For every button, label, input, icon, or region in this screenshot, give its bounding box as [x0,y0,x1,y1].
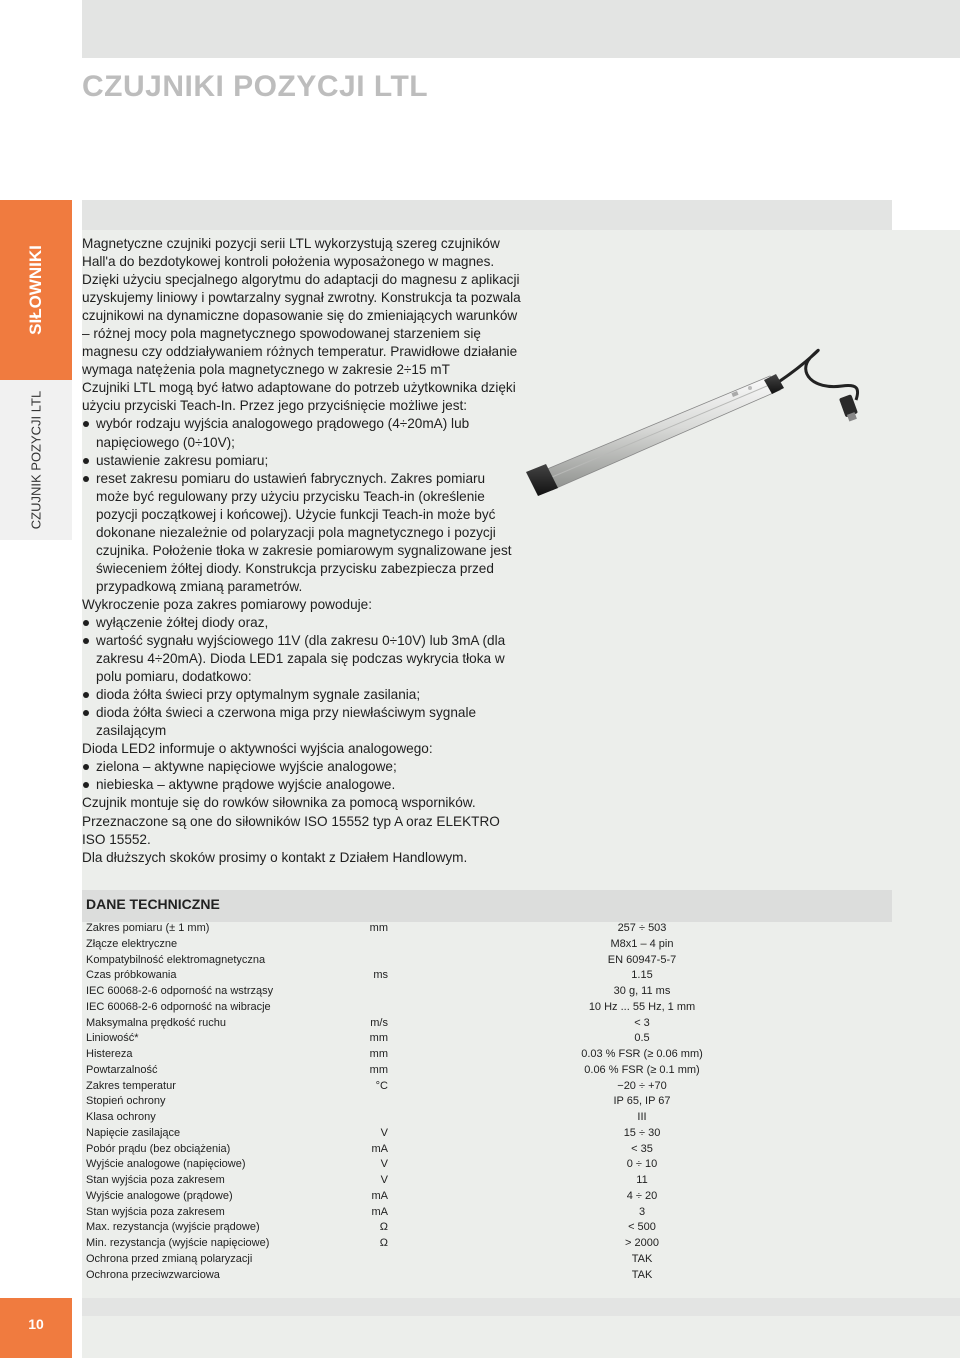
value-cell: TAK [631,1252,653,1265]
param-cell: Napięcie zasilające [86,1126,181,1139]
bullet-item: reset zakresu pomiaru do ustawień fabrycznych. Zakres pomiaru może być regulowany przy użyciu przycisku Teach-in (określenie pozycji początkowej i końcowej). Użycie funkcji Teach-in może być dokonane niezależnie od polaryzacji pola magnetycznego i pozycji czujnika. Położenie tłoka w zakresie pomiarowym sygnalizowane jest świeceniem żółtej diody. Konstrukcja przycisku zabezpiecza przed przypadkową zmianą parametrów. [82,470,522,596]
param-cell: Liniowość* [86,1032,139,1045]
bullet-item: niebieska – aktywne prądowe wyjście analogowe. [82,776,522,794]
param-cell: IEC 60068-2-6 odporność na wstrząsy [86,985,274,997]
bullet-item: ustawienie zakresu pomiaru; [82,452,522,470]
table-row [82,1173,892,1189]
sensor-rail [540,376,780,490]
param-cell: Klasa ochrony [86,1111,156,1123]
table-row [82,1000,892,1016]
value-cell: 10 Hz ... 55 Hz, 1 mm [588,1000,696,1013]
param-cell: Stopień ochrony [86,1095,166,1108]
value-cell: 30 g, 11 ms [613,985,671,997]
bullet-item: wybór rodzaju wyjścia analogowego prądowego (4÷20mA) lub napięciowego (0÷10V); [82,415,522,451]
sensor-rail-edge [545,383,774,480]
section-tab [0,380,72,540]
bullet-item: zielona – aktywne napięciowe wyjście analogowe; [82,758,522,776]
description-text [82,235,522,867]
bullet-item: wyłączenie żółtej diody oraz, [82,614,522,632]
paragraph: Czujniki LTL mogą być łatwo adaptowane do potrzeb użytkownika dzięki użyciu przyciski Teach-In. Przez jego przyciśnięcie możliwe jest: [82,380,516,414]
unit-cell: ms [373,969,388,982]
value-cell: 3 [638,1205,646,1218]
value-cell: TAK [631,1268,653,1281]
bullet-item: dioda żółta świeci przy optymalnym sygnale zasilania; [82,686,522,704]
table-row [82,1126,892,1142]
page-number: 10 [28,1316,44,1332]
value-cell: EN 60947-5-7 [607,953,677,966]
table-row [82,1236,892,1252]
table-row [82,1157,892,1173]
unit-cell: mA [371,1189,388,1202]
value-cell: 0.5 [634,1032,650,1045]
unit-cell: mm [369,922,388,934]
section-tab-label: CZUJNIK POZYCJI LTL [28,390,44,530]
category-tab [0,200,72,380]
header-band [82,0,960,58]
paragraph: Wykroczenie poza zakres pomiarowy powoduje: [82,596,373,612]
unit-cell: Ω [379,1237,388,1249]
unit-cell: mm [369,1032,388,1045]
param-cell: Ochrona przed zmianą polaryzacji [86,1252,253,1265]
value-cell: −20 ÷ +70 [617,1079,667,1092]
param-cell: IEC 60068-2-6 odporność na wibracje [86,1000,271,1013]
param-cell: Powtarzalność [86,1063,158,1076]
tech-data-title: DANE TECHNICZNE [86,896,220,912]
table-row [82,1110,892,1126]
unit-cell: Ω [379,1221,388,1234]
value-cell: 4 ÷ 20 [626,1189,658,1202]
value-cell: < 500 [628,1221,656,1234]
param-cell: Czas próbkowania [86,969,177,982]
param-cell: Stan wyjścia poza zakresem [86,1205,225,1218]
value-cell: 0.03 % FSR (≥ 0.06 mm) [581,1048,703,1060]
paragraph: Dla dłuższych skoków prosimy o kontakt z Działem Handlowym. [82,849,468,865]
table-row [82,1079,892,1095]
page-number-box [0,1298,72,1358]
sensor-product-image [512,340,880,510]
value-cell: IP 65, IP 67 [613,1095,671,1108]
unit-cell: mm [369,1063,388,1076]
param-cell: Zakres temperatur [86,1079,176,1092]
param-cell: Ochrona przeciwzwarciowa [86,1268,220,1281]
table-row [82,1016,892,1032]
paragraph: Dioda LED2 informuje o aktywności wyjścia analogowego: [82,741,433,757]
table-row [82,1063,892,1079]
value-cell: 15 ÷ 30 [623,1126,661,1139]
param-cell: Kompatybilność elektromagnetyczna [86,953,266,966]
table-row [82,1268,892,1284]
unit-cell: V [380,1174,388,1186]
content-header-band [82,200,892,230]
unit-cell: V [380,1126,388,1139]
param-cell: Zakres pomiaru (± 1 mm) [86,922,210,934]
value-cell: < 3 [634,1016,650,1029]
unit-cell: V [380,1158,388,1171]
value-cell: < 35 [631,1142,653,1155]
table-row [82,937,892,953]
value-cell: 0 ÷ 10 [626,1158,658,1171]
table-row [82,1047,892,1063]
category-tab-label: SIŁOWNIKI [26,245,45,335]
table-row [82,1220,892,1236]
param-cell: Pobór prądu (bez obciążenia) [86,1142,231,1155]
table-row [82,1189,892,1205]
paragraph: Magnetyczne czujniki pozycji serii LTL wykorzystują szereg czujników Hall'a do bezdotykowej kontroli położenia wyposażonego w magnes. Dzięki użyciu specjalnego algorytmu do adaptacji do magnesu z aplikacji uzyskujemy liniowy i powtarzalny sygnał zwrotny. Konstrukcja ta pozwala czujnikowi na dynamiczne dopasowanie się do zmieniających warunków – różnej mocy pola magnetycznego spowodowanej starzeniem się magnesu czy oddziaływaniem różnych temperatur. Prawidłowe działanie wymaga natężenia pola magnetycznego w zakresie 2÷15 mT [82,236,521,378]
bullet-item: dioda żółta świeci a czerwona miga przy niewłaściwym sygnale zasilającym [82,704,522,740]
table-row [82,1031,892,1047]
param-cell: Min. rezystancja (wyjście napięciowe) [86,1237,270,1249]
value-cell: 0.06 % FSR (≥ 0.1 mm) [584,1063,700,1076]
table-row [82,921,892,937]
side-strip [0,540,72,1298]
value-cell: 257 ÷ 503 [617,922,667,934]
value-cell: > 2000 [625,1237,659,1249]
value-cell: 1.15 [631,969,653,982]
value-cell: III [637,1111,647,1123]
page-title: CZUJNIKI POZYCJI LTL [82,70,429,103]
paragraph: Czujnik montuje się do rowków siłownika za pomocą wsporników. Przeznaczone są one do siłowników ISO 15552 typ A oraz ELEKTRO ISO 15552. [82,795,500,847]
table-row [82,984,892,1000]
param-cell: Maksymalna prędkość ruchu [86,1016,227,1029]
unit-cell: mA [371,1205,388,1218]
table-row [82,1205,892,1221]
table-row [82,968,892,984]
param-cell: Stan wyjścia poza zakresem [86,1174,225,1186]
param-cell: Wyjście analogowe (prądowe) [86,1189,233,1202]
table-row [82,1094,892,1110]
value-cell: M8x1 – 4 pin [610,937,674,950]
table-row [82,1142,892,1158]
value-cell: 11 [636,1174,648,1186]
unit-cell: °C [375,1079,388,1092]
param-cell: Histereza [86,1048,133,1060]
param-cell: Max. rezystancja (wyjście prądowe) [86,1221,260,1234]
sensor-cable [774,350,858,400]
unit-cell: m/s [370,1016,388,1029]
unit-cell: mm [369,1048,388,1060]
table-row [82,1252,892,1268]
unit-cell: mA [371,1142,388,1155]
tech-data-table [82,921,892,1283]
bullet-item: wartość sygnału wyjściowego 11V (dla zakresu 0÷10V) lub 3mA (dla zakresu 4÷20mA). Dioda LED1 zapala się podczas wykrycia tłoka w polu pomiaru, dodatkowo: [82,632,522,686]
param-cell: Złącze elektryczne [86,937,178,950]
led-indicator [748,386,752,390]
table-row [82,953,892,969]
footer-band [82,1298,960,1316]
param-cell: Wyjście analogowe (napięciowe) [86,1158,246,1171]
